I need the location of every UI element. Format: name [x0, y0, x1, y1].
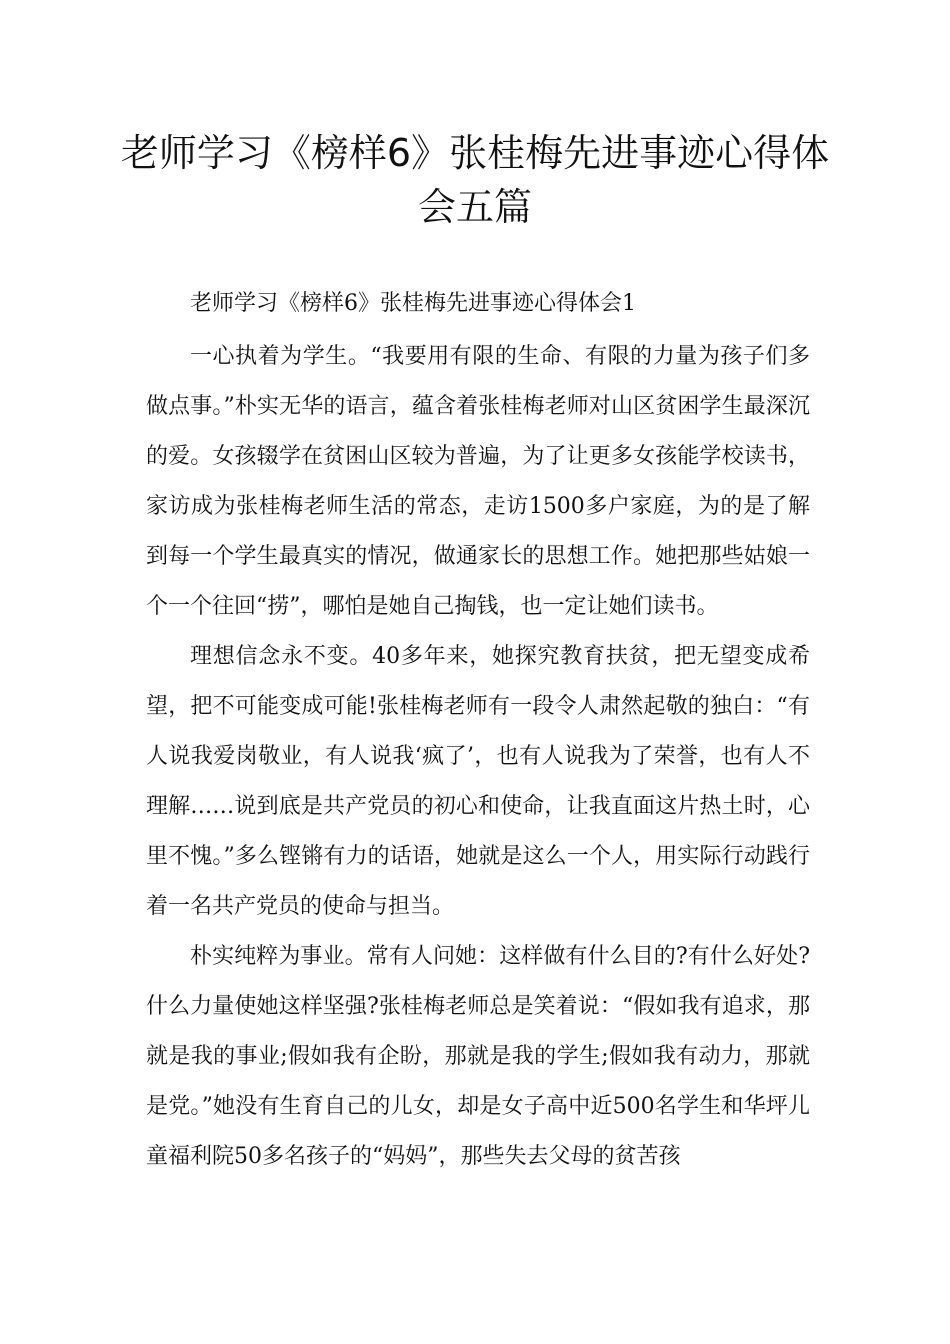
document-body — [146, 279, 810, 1182]
body-paragraph: 理想信念永不变。40多年来，她探究教育扶贫，把无望变成希望，把不可能变成可能!张桂梅老师有一段令人肃然起敬的独白：“有人说我爱岗敬业，有人说我‘疯了’，也有人说我为了荣誉，也有人不理解……说到底是共产党员的初心和使命，让我直面这片热土时，心里不愧。”多么铿锵有力的话语，她就是这么一个人，用实际行动践行着一名共产党员的使命与担当。 — [146, 644, 810, 919]
body-paragraph: 一心执着为学生。“我要用有限的生命、有限的力量为孩子们多做点事。”朴实无华的语言，蕴含着张桂梅老师对山区贫困学生最深沉的爱。女孩辍学在贫困山区较为普遍，为了让更多女孩能学校读书，家访成为张桂梅老师生活的常态，走访1500多户家庭，为的是了解到每一个学生最真实的情况，做通家长的思想工作。她把那些姑娘一个一个往回“捞”，哪怕是她自己掏钱，也一定让她们读书。 — [146, 344, 810, 619]
section-heading: 老师学习《榜样6》张桂梅先进事迹心得体会1 — [190, 291, 636, 316]
document-title: 老师学习《榜样6》张桂梅先进事迹心得体会五篇 — [120, 131, 830, 229]
body-paragraph: 朴实纯粹为事业。常有人问她：这样做有什么目的?有什么好处?什么力量使她这样坚强?张桂梅老师总是笑着说：“假如我有追求，那就是我的事业;假如我有企盼，那就是我的学生;假如我有动力，那就是党。”她没有生育自己的儿女，却是女子高中近500名学生和华坪儿童福利院50多名孩子的“妈妈”，那些失去父母的贫苦孩 — [146, 944, 810, 1169]
